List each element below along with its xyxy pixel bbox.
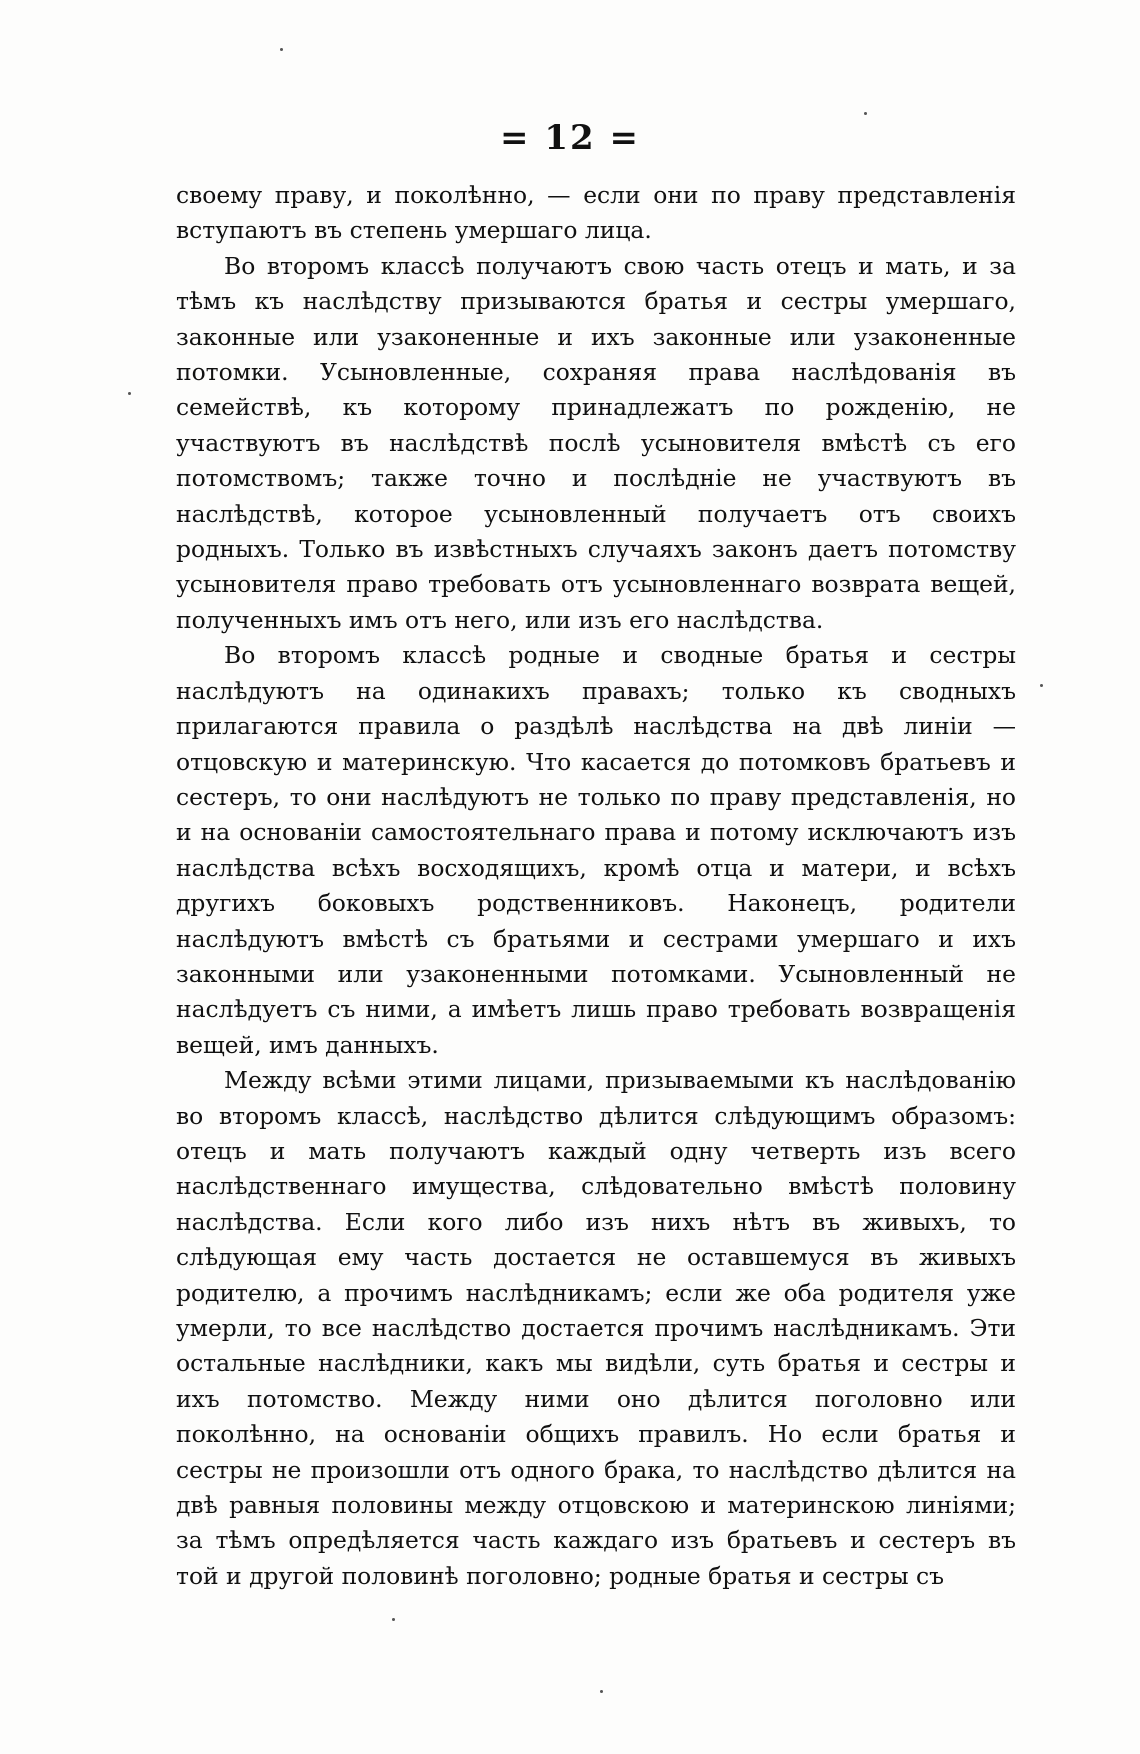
- print-speck: [864, 112, 867, 115]
- print-speck: [128, 392, 131, 395]
- print-speck: [392, 1618, 395, 1621]
- print-speck: [1040, 684, 1043, 687]
- page-number: = 12 =: [500, 118, 640, 158]
- print-speck: [600, 1690, 603, 1693]
- paragraph-3: Во второмъ классѣ родные и сводные братья и сестры наслѣдуютъ на одинакихъ правахъ; только къ сводныхъ прилагаются правила о раздѣлѣ наслѣдства на двѣ линіи — отцовскую и материнскую. Что касается до потомковъ братьевъ и сестеръ, то они наслѣдуютъ не только по праву представленія, но и на основаніи самостоятельнаго права и потому исключаютъ изъ наслѣдства всѣхъ восходящихъ, кромѣ отца и матери, и всѣхъ другихъ боковыхъ родственниковъ. Наконецъ, родители наслѣдуютъ вмѣстѣ съ братьями и сестрами умершаго и ихъ законными или узаконенными потомками. Усыновленный не наслѣдуетъ съ ними, а имѣетъ лишь право требовать возвращенія вещей, имъ данныхъ.: [176, 641, 1016, 1059]
- body-text: [176, 178, 1016, 1594]
- print-speck: [280, 48, 283, 51]
- paragraph-1: своему праву, и поколѣнно, — если они по праву представленія вступаютъ въ степень умершаго лица.: [176, 181, 1016, 245]
- paragraph-4: Между всѣми этими лицами, призываемыми къ наслѣдованію во второмъ классѣ, наслѣдство дѣлится слѣдующимъ образомъ: отецъ и мать получаютъ каждый одну четверть изъ всего наслѣдственнаго имущества, слѣдовательно вмѣстѣ половину наслѣдства. Если кого либо изъ нихъ нѣтъ въ живыхъ, то слѣдующая ему часть достается не оставшемуся въ живыхъ родителю, а прочимъ наслѣдникамъ; если же оба родителя уже умерли, то все наслѣдство достается прочимъ наслѣдникамъ. Эти остальные наслѣдники, какъ мы видѣли, суть братья и сестры и ихъ потомство. Между ними оно дѣлится поголовно или поколѣнно, на основаніи общихъ правилъ. Но если братья и сестры не произошли отъ одного брака, то наслѣдство дѣлится на двѣ равныя половины между отцовскою и материнскою линіями; за тѣмъ опредѣляется часть каждаго изъ братьевъ и сестеръ въ той и другой половинѣ поголовно; родные братья и сестры съ: [176, 1066, 1016, 1590]
- paragraph-2: Во второмъ классѣ получаютъ свою часть отецъ и мать, и за тѣмъ къ наслѣдству призываются братья и сестры умершаго, законные или узаконенные и ихъ законные или узаконенные потомки. Усыновленные, сохраняя права наслѣдованія въ семействѣ, къ которому принадлежатъ по рожденію, не участвуютъ въ наслѣдствѣ послѣ усыновителя вмѣстѣ съ его потомствомъ; также точно и послѣдніе не участвуютъ въ наслѣдствѣ, которое усыновленный получаетъ отъ своихъ родныхъ. Только въ извѣстныхъ случаяхъ законъ даетъ потомству усыновителя право требовать отъ усыновленнаго возврата вещей, полученныхъ имъ отъ него, или изъ его наслѣдства.: [176, 251, 1016, 634]
